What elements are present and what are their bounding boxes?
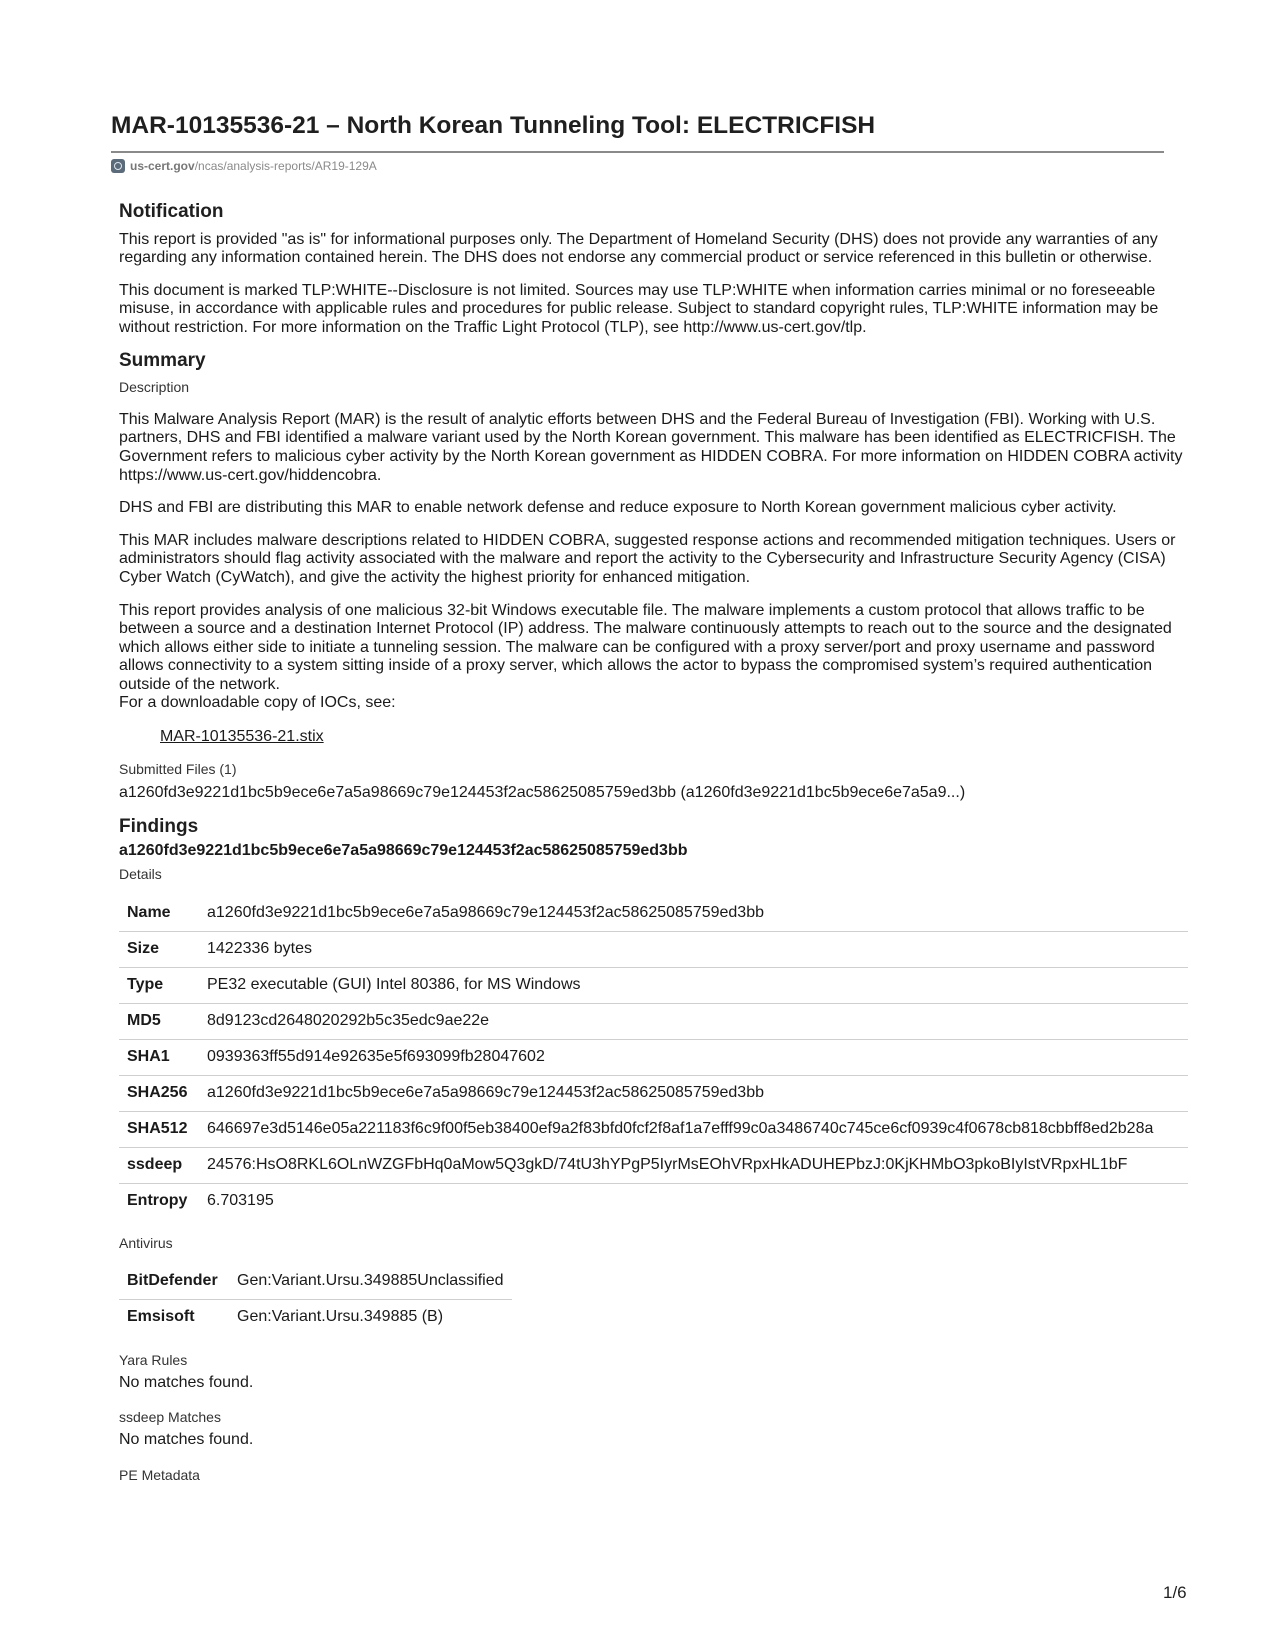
page-title: MAR-10135536-21 – North Korean Tunneling Tool: ELECTRICFISH [111,112,876,139]
detail-value: 646697e3d5146e05a221183f6c9f00f5eb38400ef9a2f83bfd0fcf2f8af1a7efff99c0a3486740c745ce6cf0939c4f0678cb818cbbff8ed2b28a [199,1111,1188,1147]
description-label: Description [119,379,190,396]
detail-key: SHA512 [119,1111,199,1147]
description-text: Government refers to malicious cyber activity by the North Korean government as HIDDEN COBRA. For more information on HIDDEN COBRA activity [119,447,1183,465]
detail-value: 24576:HsO8RKL6OLnWZGFbHq0aMow5Q3gkD/74tU3hYPgP5IyrMsEOhVRpxHkADUHEPbzJ:0KjKHMbO3pkoBIyIstVRpxHL1bF [199,1147,1188,1183]
description-text: DHS and FBI are distributing this MAR to enable network defense and reduce exposure to North Korean government malicious cyber activity. [119,499,1117,517]
description-text: between a source and a destination Internet Protocol (IP) address. The malware continuously attempts to reach out to the source and the designated [119,620,1172,638]
submitted-files-label: Submitted Files (1) [119,760,237,777]
page-number: 1/6 [1163,1583,1187,1602]
source-url[interactable] [111,159,377,173]
detail-value: 1422336 bytes [199,931,1188,967]
details-row [119,896,1188,932]
detail-key: ssdeep [119,1147,199,1183]
details-row [119,1111,1188,1147]
notification-text: regarding any information contained herein. The DHS does not endorse any commercial product or service referenced in this bulletin or otherwise. [119,249,1153,267]
details-row [119,1147,1188,1183]
description-text: allows connectivity to a system sitting inside of a proxy server, which allows the actor to bypass the compromised system’s required authentication [119,657,1153,675]
description-text: outside of the network. [119,675,280,693]
description-text: This MAR includes malware descriptions related to HIDDEN COBRA, suggested response actions and recommended mitigation techniques. Users or [119,531,1176,549]
antivirus-vendor: Emsisoft [127,1308,195,1326]
details-row [119,1039,1188,1075]
details-row [119,967,1188,1003]
detail-key: Type [119,967,199,1003]
detail-key: SHA256 [119,1075,199,1111]
summary-heading: Summary [119,349,206,371]
seal-icon [111,159,125,173]
file-hash-heading: a1260fd3e9221d1bc5b9ece6e7a5a98669c79e124453f2ac58625085759ed3bb [119,842,688,860]
details-row [119,1183,1188,1219]
notification-text: This report is provided "as is" for informational purposes only. The Department of Homeland Security (DHS) does not provide any warranties of any [119,230,1158,248]
detail-value: a1260fd3e9221d1bc5b9ece6e7a5a98669c79e124453f2ac58625085759ed3bb [199,896,1188,932]
detail-value: PE32 executable (GUI) Intel 80386, for MS Windows [199,967,1188,1003]
ssdeep-matches-label: ssdeep Matches [119,1409,221,1426]
yara-label: Yara Rules [119,1352,188,1369]
report-body [119,203,1188,1484]
detail-key: SHA1 [119,1039,199,1075]
detail-key: MD5 [119,1003,199,1039]
details-label: Details [119,866,162,883]
antivirus-table [119,1264,512,1335]
antivirus-row [119,1264,512,1300]
details-row [119,1075,1188,1111]
tlp-text: This document is marked TLP:WHITE--Disclosure is not limited. Sources may use TLP:WHITE when information carries minimal or no foreseeable [119,281,1156,299]
description-text: which allows either side to initiate a tunneling session. The malware can be configured with a proxy server/port and proxy username and password [119,638,1155,656]
url-path: /ncas/analysis-reports/AR19-129A [194,159,377,173]
description-text: This report provides analysis of one malicious 32-bit Windows executable file. The malware implements a custom protocol that allows traffic to be [119,601,1145,619]
antivirus-result: Gen:Variant.Ursu.349885Unclassified [229,1264,512,1300]
description-text: Cyber Watch (CyWatch), and give the activity the highest priority for enhanced mitigation. [119,568,751,586]
detail-value: 6.703195 [207,1191,274,1209]
submitted-file[interactable]: a1260fd3e9221d1bc5b9ece6e7a5a98669c79e124453f2ac58625085759ed3bb (a1260fd3e9221d1bc5b9ece6e7a5a9...) [119,784,966,802]
antivirus-row [119,1300,512,1336]
findings-heading: Findings [119,815,199,837]
antivirus-result: Gen:Variant.Ursu.349885 (B) [237,1308,444,1326]
description-text: This Malware Analysis Report (MAR) is the result of analytic efforts between DHS and the Federal Bureau of Investigation (FBI). Working with U.S. [119,410,1156,428]
detail-key: Name [119,896,199,932]
details-row [119,931,1188,967]
detail-key: Entropy [127,1191,188,1209]
title-divider [111,151,1164,153]
detail-value: 8d9123cd2648020292b5c35edc9ae22e [199,1003,1188,1039]
antivirus-label: Antivirus [119,1234,173,1251]
details-row [119,1003,1188,1039]
yara-value: No matches found. [119,1373,254,1391]
antivirus-vendor: BitDefender [119,1264,229,1300]
stix-download-link[interactable]: MAR-10135536-21.stix [160,728,324,746]
detail-key: Size [119,931,199,967]
tlp-text: without restriction. For more information on the Traffic Light Protocol (TLP), see http://www.us-cert.gov/tlp. [119,318,867,336]
description-text: partners, DHS and FBI identified a malware variant used by the North Korean government. This malware has been identified as ELECTRICFISH. The [119,429,1176,447]
description-text: For a downloadable copy of IOCs, see: [119,694,396,712]
detail-value: 0939363ff55d914e92635e5f693099fb28047602 [199,1039,1188,1075]
details-table [119,896,1188,1219]
url-host: us-cert.gov [130,159,195,173]
description-text: https://www.us-cert.gov/hiddencobra. [119,466,382,484]
tlp-text: misuse, in accordance with applicable rules and procedures for public release. Subject to standard copyright rules, TLP:WHITE information may be [119,300,1159,318]
detail-value: a1260fd3e9221d1bc5b9ece6e7a5a98669c79e124453f2ac58625085759ed3bb [199,1075,1188,1111]
pe-metadata-label: PE Metadata [119,1466,200,1483]
ssdeep-matches-value: No matches found. [119,1431,254,1448]
description-text: administrators should flag activity associated with the malware and report the activity to the Cybersecurity and Infrastructure Security Agency (CISA) [119,550,1166,568]
notification-heading: Notification [119,203,224,222]
